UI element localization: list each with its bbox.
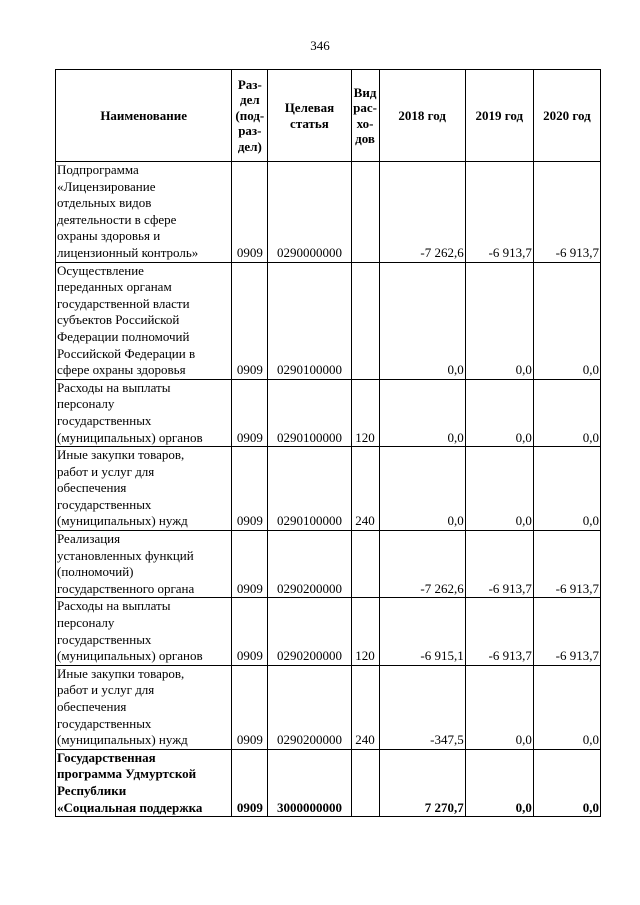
- cell-vid: [351, 749, 379, 816]
- cell-year-2019: -6 913,7: [465, 162, 533, 263]
- cell-vid: [351, 262, 379, 379]
- table-row: [56, 262, 601, 379]
- header-vid: Вид рас- хо- дов: [351, 70, 379, 162]
- cell-vid: [351, 162, 379, 263]
- cell-name: Государственная программа Удмуртской Республики «Социальная поддержка: [56, 749, 232, 816]
- cell-name: Подпрограмма «Лицензирование отдельных видов деятельности в сфере охраны здоровья и лицензионный контроль»: [56, 162, 232, 263]
- cell-year-2019: 0,0: [465, 665, 533, 749]
- cell-year-2020: 0,0: [533, 447, 600, 531]
- cell-year-2020: 0,0: [533, 262, 600, 379]
- cell-year-2019: 0,0: [465, 447, 533, 531]
- cell-vid: [351, 531, 379, 598]
- cell-vid: 120: [351, 379, 379, 446]
- cell-article: 0290000000: [268, 162, 351, 263]
- cell-year-2018: 0,0: [379, 447, 465, 531]
- header-section: Раз- дел (под- раз- дел): [232, 70, 268, 162]
- cell-name: Расходы на выплаты персоналу государственных (муниципальных) органов: [56, 379, 232, 446]
- cell-section: 0909: [232, 749, 268, 816]
- cell-year-2020: 0,0: [533, 749, 600, 816]
- header-article: Целевая статья: [268, 70, 351, 162]
- table-row: [56, 379, 601, 446]
- cell-year-2019: 0,0: [465, 379, 533, 446]
- cell-name: Иные закупки товаров, работ и услуг для обеспечения государственных (муниципальных) нужд: [56, 447, 232, 531]
- cell-article: 0290100000: [268, 447, 351, 531]
- cell-vid: 240: [351, 447, 379, 531]
- cell-article: 0290200000: [268, 665, 351, 749]
- cell-section: 0909: [232, 531, 268, 598]
- budget-table: [55, 69, 601, 817]
- table-row: [56, 749, 601, 816]
- cell-section: 0909: [232, 598, 268, 665]
- cell-section: 0909: [232, 665, 268, 749]
- cell-section: 0909: [232, 162, 268, 263]
- cell-article: 0290100000: [268, 262, 351, 379]
- cell-section: 0909: [232, 262, 268, 379]
- cell-article: 0290200000: [268, 531, 351, 598]
- cell-year-2019: 0,0: [465, 749, 533, 816]
- cell-article: 0290100000: [268, 379, 351, 446]
- cell-year-2018: 7 270,7: [379, 749, 465, 816]
- cell-year-2020: -6 913,7: [533, 598, 600, 665]
- cell-name: Реализация установленных функций (полномочий) государственного органа: [56, 531, 232, 598]
- cell-section: 0909: [232, 379, 268, 446]
- cell-year-2020: 0,0: [533, 665, 600, 749]
- table-row: [56, 598, 601, 665]
- cell-article: 0290200000: [268, 598, 351, 665]
- cell-name: Расходы на выплаты персоналу государственных (муниципальных) органов: [56, 598, 232, 665]
- header-name: Наименование: [56, 70, 232, 162]
- cell-year-2020: 0,0: [533, 379, 600, 446]
- cell-year-2019: 0,0: [465, 262, 533, 379]
- table-row: [56, 162, 601, 263]
- header-year-2019: 2019 год: [465, 70, 533, 162]
- cell-section: 0909: [232, 447, 268, 531]
- cell-year-2018: -6 915,1: [379, 598, 465, 665]
- cell-year-2018: 0,0: [379, 379, 465, 446]
- table-body: [56, 162, 601, 817]
- cell-year-2020: -6 913,7: [533, 162, 600, 263]
- cell-year-2018: -7 262,6: [379, 531, 465, 598]
- cell-year-2018: 0,0: [379, 262, 465, 379]
- table-row: [56, 447, 601, 531]
- cell-name: Осуществление переданных органам государственной власти субъектов Российской Федерации полномочий Российской Федерации в сфере охраны здоровья: [56, 262, 232, 379]
- cell-name: Иные закупки товаров, работ и услуг для обеспечения государственных (муниципальных) нужд: [56, 665, 232, 749]
- cell-year-2019: -6 913,7: [465, 598, 533, 665]
- cell-year-2018: -347,5: [379, 665, 465, 749]
- cell-year-2020: -6 913,7: [533, 531, 600, 598]
- cell-article: 3000000000: [268, 749, 351, 816]
- table-row: [56, 531, 601, 598]
- table-row: [56, 665, 601, 749]
- header-year-2018: 2018 год: [379, 70, 465, 162]
- cell-year-2019: -6 913,7: [465, 531, 533, 598]
- header-year-2020: 2020 год: [533, 70, 600, 162]
- cell-vid: 120: [351, 598, 379, 665]
- page-number: 346: [310, 38, 330, 53]
- cell-year-2018: -7 262,6: [379, 162, 465, 263]
- table-header-row: [56, 70, 601, 162]
- cell-vid: 240: [351, 665, 379, 749]
